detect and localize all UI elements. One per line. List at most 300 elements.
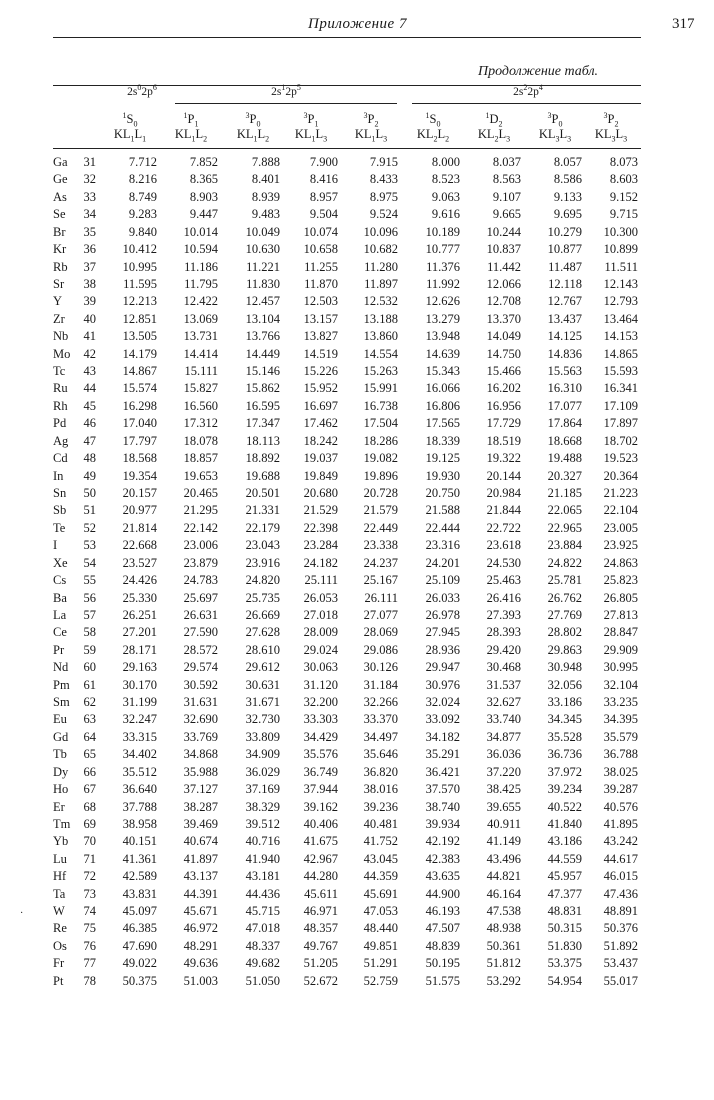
energy-value: 18.668 bbox=[547, 433, 582, 448]
energy-value: 8.433 bbox=[369, 172, 398, 187]
energy-value: 10.049 bbox=[245, 224, 280, 239]
energy-value: 9.063 bbox=[431, 189, 460, 204]
energy-value: 20.465 bbox=[183, 485, 218, 500]
energy-value: 26.669 bbox=[245, 607, 280, 622]
energy-value: 19.322 bbox=[486, 451, 521, 466]
energy-value: 51.892 bbox=[603, 938, 638, 953]
energy-value: 18.519 bbox=[486, 433, 521, 448]
element-symbol: Sn bbox=[53, 485, 67, 500]
energy-value: 49.851 bbox=[363, 938, 398, 953]
energy-value: 36.749 bbox=[303, 764, 338, 779]
energy-value: 10.412 bbox=[122, 242, 157, 257]
energy-value: 18.339 bbox=[425, 433, 460, 448]
energy-value: 39.162 bbox=[303, 799, 338, 814]
energy-value: 43.635 bbox=[425, 869, 460, 884]
energy-value: 29.086 bbox=[363, 642, 398, 657]
element-symbol: Rh bbox=[53, 398, 68, 413]
energy-value: 11.830 bbox=[246, 276, 280, 291]
energy-value: 8.957 bbox=[309, 189, 338, 204]
energy-value: 47.018 bbox=[245, 921, 280, 936]
energy-value: 15.563 bbox=[547, 364, 582, 379]
energy-value: 36.421 bbox=[425, 764, 460, 779]
energy-value: 33.186 bbox=[547, 695, 582, 710]
energy-value: 12.851 bbox=[122, 311, 157, 326]
energy-value: 21.579 bbox=[363, 503, 398, 518]
energy-value: 19.354 bbox=[122, 468, 157, 483]
energy-value: 13.827 bbox=[303, 329, 338, 344]
table-row bbox=[0, 973, 714, 990]
table-row bbox=[0, 607, 714, 624]
table-row bbox=[0, 346, 714, 363]
atomic-number: 61 bbox=[83, 677, 96, 692]
table-row bbox=[0, 816, 714, 833]
energy-value: 39.655 bbox=[486, 799, 521, 814]
energy-value: 51.291 bbox=[363, 956, 398, 971]
element-symbol: Ce bbox=[53, 625, 67, 640]
energy-value: 33.315 bbox=[122, 729, 157, 744]
element-symbol: Zr bbox=[53, 311, 65, 326]
config-2s0-2p6: $2s^02p^6$ bbox=[127, 83, 157, 98]
energy-value: 13.104 bbox=[245, 311, 280, 326]
energy-value: 16.298 bbox=[122, 398, 157, 413]
energy-value: 31.671 bbox=[245, 695, 280, 710]
energy-value: 12.422 bbox=[183, 294, 218, 309]
energy-value: 13.437 bbox=[547, 311, 582, 326]
energy-value: 34.868 bbox=[183, 747, 218, 762]
table-row bbox=[0, 537, 714, 554]
energy-value: 38.740 bbox=[425, 799, 460, 814]
energy-value: 11.186 bbox=[184, 259, 218, 274]
energy-value: 23.284 bbox=[303, 538, 338, 553]
table-row bbox=[0, 485, 714, 502]
energy-value: 40.716 bbox=[245, 834, 280, 849]
atomic-number: 65 bbox=[83, 747, 96, 762]
atomic-number: 64 bbox=[83, 729, 96, 744]
energy-value: 35.512 bbox=[122, 764, 157, 779]
energy-value: 11.487 bbox=[548, 259, 582, 274]
element-symbol: Sb bbox=[53, 503, 67, 518]
energy-value: 26.978 bbox=[425, 607, 460, 622]
energy-value: 50.376 bbox=[603, 921, 638, 936]
energy-value: 11.255 bbox=[304, 259, 338, 274]
energy-value: 52.759 bbox=[363, 973, 398, 988]
element-symbol: Te bbox=[53, 520, 66, 535]
energy-value: 19.082 bbox=[363, 451, 398, 466]
energy-value: 30.468 bbox=[486, 660, 521, 675]
energy-value: 20.501 bbox=[245, 485, 280, 500]
energy-value: 33.303 bbox=[303, 712, 338, 727]
energy-value: 15.226 bbox=[303, 364, 338, 379]
energy-value: 35.528 bbox=[547, 729, 582, 744]
energy-value: 19.653 bbox=[183, 468, 218, 483]
energy-value: 37.220 bbox=[486, 764, 521, 779]
energy-value: 15.862 bbox=[245, 381, 280, 396]
atomic-number: 31 bbox=[83, 155, 96, 169]
energy-value: 8.586 bbox=[553, 172, 582, 187]
energy-value: 18.242 bbox=[303, 433, 338, 448]
energy-value: 13.370 bbox=[486, 311, 521, 326]
energy-value: 7.888 bbox=[251, 155, 280, 169]
table-row bbox=[0, 206, 714, 223]
energy-value: 10.594 bbox=[183, 242, 218, 257]
energy-value: 37.972 bbox=[547, 764, 582, 779]
energy-value: 34.345 bbox=[547, 712, 582, 727]
energy-value: 28.802 bbox=[547, 625, 582, 640]
energy-value: 24.426 bbox=[122, 573, 157, 588]
energy-value: 19.896 bbox=[363, 468, 398, 483]
energy-value: 23.925 bbox=[603, 538, 638, 553]
energy-value: 28.847 bbox=[603, 625, 638, 640]
energy-value: 44.617 bbox=[603, 851, 638, 866]
energy-value: 25.330 bbox=[122, 590, 157, 605]
energy-value: 37.944 bbox=[303, 782, 338, 797]
energy-value: 37.788 bbox=[122, 799, 157, 814]
energy-value: 11.595 bbox=[123, 276, 157, 291]
energy-value: 14.153 bbox=[603, 329, 638, 344]
energy-value: 18.078 bbox=[183, 433, 218, 448]
energy-value: 11.897 bbox=[364, 276, 398, 291]
energy-value: 9.152 bbox=[609, 189, 638, 204]
element-symbol: Re bbox=[53, 921, 67, 936]
energy-value: 11.442 bbox=[487, 259, 521, 274]
energy-value: 42.967 bbox=[303, 851, 338, 866]
energy-value: 11.992 bbox=[426, 276, 460, 291]
energy-value: 9.504 bbox=[309, 207, 338, 222]
energy-value: 48.839 bbox=[425, 938, 460, 953]
table-row bbox=[0, 642, 714, 659]
energy-value: 28.610 bbox=[245, 642, 280, 657]
energy-value: 9.283 bbox=[128, 207, 157, 222]
energy-value: 40.911 bbox=[487, 816, 521, 831]
atomic-number: 37 bbox=[83, 259, 96, 274]
energy-value: 31.631 bbox=[183, 695, 218, 710]
atomic-number: 67 bbox=[83, 782, 96, 797]
atomic-number: 35 bbox=[83, 224, 96, 239]
energy-value: 33.370 bbox=[363, 712, 398, 727]
energy-value: 42.589 bbox=[122, 869, 157, 884]
column-term-3: $^3P_0$ $KL_1L_2$ bbox=[236, 111, 270, 144]
energy-value: 9.133 bbox=[553, 189, 582, 204]
energy-value: 44.436 bbox=[245, 886, 280, 901]
energy-value: 42.192 bbox=[425, 834, 460, 849]
energy-value: 23.005 bbox=[603, 520, 638, 535]
energy-value: 39.934 bbox=[425, 816, 460, 831]
energy-value: 22.965 bbox=[547, 520, 582, 535]
energy-value: 26.251 bbox=[122, 607, 157, 622]
energy-value: 22.449 bbox=[363, 520, 398, 535]
atomic-number: 58 bbox=[83, 625, 96, 640]
energy-value: 44.900 bbox=[425, 886, 460, 901]
energy-value: 39.469 bbox=[183, 816, 218, 831]
energy-value: 24.863 bbox=[603, 555, 638, 570]
energy-value: 8.975 bbox=[369, 189, 398, 204]
energy-value: 8.000 bbox=[431, 155, 460, 169]
energy-value: 11.376 bbox=[426, 259, 460, 274]
element-symbol: Ag bbox=[53, 433, 69, 448]
energy-value: 12.626 bbox=[425, 294, 460, 309]
energy-value: 12.457 bbox=[245, 294, 280, 309]
energy-value: 49.022 bbox=[122, 956, 157, 971]
energy-value: 27.077 bbox=[363, 607, 398, 622]
energy-value: 14.179 bbox=[122, 346, 157, 361]
energy-value: 44.280 bbox=[303, 869, 338, 884]
energy-value: 29.163 bbox=[122, 660, 157, 675]
energy-value: 30.948 bbox=[547, 660, 582, 675]
energy-value: 41.361 bbox=[122, 851, 157, 866]
table-row bbox=[0, 468, 714, 485]
element-symbol: Ho bbox=[53, 782, 69, 797]
table-row bbox=[0, 799, 714, 816]
energy-value: 35.988 bbox=[183, 764, 218, 779]
energy-value: 10.682 bbox=[363, 242, 398, 257]
energy-value: 10.074 bbox=[303, 224, 338, 239]
element-symbol: Ge bbox=[53, 172, 68, 187]
energy-value: 35.646 bbox=[363, 747, 398, 762]
atomic-number: 57 bbox=[83, 607, 96, 622]
energy-value: 23.043 bbox=[245, 538, 280, 553]
energy-value: 43.831 bbox=[122, 886, 157, 901]
energy-value: 19.037 bbox=[303, 451, 338, 466]
energy-value: 48.357 bbox=[303, 921, 338, 936]
energy-value: 24.530 bbox=[486, 555, 521, 570]
energy-value: 12.066 bbox=[486, 276, 521, 291]
energy-value: 14.836 bbox=[547, 346, 582, 361]
table-row bbox=[0, 555, 714, 572]
element-symbol: Nd bbox=[53, 660, 69, 675]
energy-value: 9.524 bbox=[369, 207, 398, 222]
energy-value: 14.865 bbox=[603, 346, 638, 361]
energy-value: 51.205 bbox=[303, 956, 338, 971]
energy-value: 8.603 bbox=[609, 172, 638, 187]
energy-value: 45.097 bbox=[122, 904, 157, 919]
energy-value: 44.391 bbox=[183, 886, 218, 901]
energy-value: 22.722 bbox=[486, 520, 521, 535]
energy-value: 21.331 bbox=[245, 503, 280, 518]
atomic-number: 34 bbox=[83, 207, 96, 222]
table-row bbox=[0, 154, 714, 171]
element-symbol: Sr bbox=[53, 276, 65, 291]
energy-value: 10.244 bbox=[486, 224, 521, 239]
energy-value: 24.182 bbox=[303, 555, 338, 570]
energy-value: 23.527 bbox=[122, 555, 157, 570]
energy-value: 21.588 bbox=[425, 503, 460, 518]
energy-value: 32.730 bbox=[245, 712, 280, 727]
energy-value: 51.003 bbox=[183, 973, 218, 988]
atomic-number: 63 bbox=[83, 712, 96, 727]
energy-value: 11.280 bbox=[364, 259, 398, 274]
energy-value: 23.884 bbox=[547, 538, 582, 553]
energy-value: 11.870 bbox=[304, 276, 338, 291]
energy-value: 22.668 bbox=[122, 538, 157, 553]
atomic-number: 72 bbox=[83, 869, 96, 884]
energy-value: 48.440 bbox=[363, 921, 398, 936]
table-row bbox=[0, 520, 714, 537]
energy-value: 14.449 bbox=[245, 346, 280, 361]
energy-value: 37.570 bbox=[425, 782, 460, 797]
table-row bbox=[0, 903, 714, 920]
atomic-number: 76 bbox=[83, 938, 96, 953]
energy-value: 13.860 bbox=[363, 329, 398, 344]
energy-value: 41.897 bbox=[183, 851, 218, 866]
energy-value: 32.266 bbox=[363, 695, 398, 710]
energy-value: 16.202 bbox=[486, 381, 521, 396]
element-symbol: Nb bbox=[53, 329, 69, 344]
energy-value: 31.537 bbox=[486, 677, 521, 692]
energy-value: 24.820 bbox=[245, 573, 280, 588]
energy-value: 20.728 bbox=[363, 485, 398, 500]
element-symbol: Rb bbox=[53, 259, 68, 274]
column-term-9: $^3P_2$ $KL_3L_3$ bbox=[594, 111, 628, 144]
element-symbol: Ba bbox=[53, 590, 67, 605]
energy-value: 44.359 bbox=[363, 869, 398, 884]
table-row bbox=[0, 328, 714, 345]
energy-value: 43.045 bbox=[363, 851, 398, 866]
energy-value: 13.279 bbox=[425, 311, 460, 326]
energy-value: 12.532 bbox=[363, 294, 398, 309]
table-row bbox=[0, 868, 714, 885]
energy-value: 12.708 bbox=[486, 294, 521, 309]
energy-value: 27.201 bbox=[122, 625, 157, 640]
energy-value: 48.337 bbox=[245, 938, 280, 953]
energy-value: 34.877 bbox=[486, 729, 521, 744]
table-row bbox=[0, 311, 714, 328]
atomic-number: 53 bbox=[83, 538, 96, 553]
energy-value: 27.393 bbox=[486, 607, 521, 622]
atomic-number: 40 bbox=[83, 311, 96, 326]
energy-value: 17.040 bbox=[122, 416, 157, 431]
energy-value: 36.036 bbox=[486, 747, 521, 762]
energy-value: 51.812 bbox=[486, 956, 521, 971]
energy-value: 10.300 bbox=[603, 224, 638, 239]
element-symbol: Eu bbox=[53, 712, 67, 727]
energy-value: 9.107 bbox=[492, 189, 521, 204]
energy-value: 22.142 bbox=[183, 520, 218, 535]
energy-value: 18.892 bbox=[245, 451, 280, 466]
energy-value: 17.462 bbox=[303, 416, 338, 431]
energy-value: 41.752 bbox=[363, 834, 398, 849]
element-symbol: Er bbox=[53, 799, 65, 814]
energy-value: 33.740 bbox=[486, 712, 521, 727]
table-row bbox=[0, 711, 714, 728]
energy-value: 8.073 bbox=[609, 155, 638, 169]
energy-value: 27.628 bbox=[245, 625, 280, 640]
atomic-number: 56 bbox=[83, 590, 96, 605]
energy-value: 32.247 bbox=[122, 712, 157, 727]
energy-value: 53.437 bbox=[603, 956, 638, 971]
atomic-number: 66 bbox=[83, 764, 96, 779]
energy-value: 20.984 bbox=[486, 485, 521, 500]
energy-value: 26.111 bbox=[364, 590, 398, 605]
energy-value: 26.033 bbox=[425, 590, 460, 605]
energy-value: 25.735 bbox=[245, 590, 280, 605]
energy-value: 10.877 bbox=[547, 242, 582, 257]
energy-value: 14.867 bbox=[122, 364, 157, 379]
table-row bbox=[0, 764, 714, 781]
atomic-number: 71 bbox=[83, 851, 96, 866]
energy-value: 8.365 bbox=[189, 172, 218, 187]
energy-value: 20.680 bbox=[303, 485, 338, 500]
energy-value: 25.167 bbox=[363, 573, 398, 588]
energy-value: 19.488 bbox=[547, 451, 582, 466]
atomic-number: 69 bbox=[83, 816, 96, 831]
energy-value: 25.111 bbox=[304, 573, 338, 588]
element-symbol: Tm bbox=[53, 816, 71, 831]
energy-value: 32.627 bbox=[486, 695, 521, 710]
energy-value: 12.793 bbox=[603, 294, 638, 309]
energy-value: 16.595 bbox=[245, 398, 280, 413]
config-2s2-2p4: $2s^22p^4$ bbox=[513, 83, 543, 98]
energy-value: 29.863 bbox=[547, 642, 582, 657]
energy-value: 15.263 bbox=[363, 364, 398, 379]
energy-value: 8.939 bbox=[251, 189, 280, 204]
atomic-number: 78 bbox=[83, 973, 96, 988]
energy-value: 8.749 bbox=[128, 189, 157, 204]
table-row bbox=[0, 851, 714, 868]
table-row bbox=[0, 415, 714, 432]
energy-value: 54.954 bbox=[547, 973, 582, 988]
table-row bbox=[0, 694, 714, 711]
energy-value: 40.576 bbox=[603, 799, 638, 814]
table-row bbox=[0, 259, 714, 276]
table-row bbox=[0, 189, 714, 206]
energy-value: 18.568 bbox=[122, 451, 157, 466]
energy-value: 11.795 bbox=[184, 276, 218, 291]
table-row bbox=[0, 833, 714, 850]
energy-value: 10.995 bbox=[122, 259, 157, 274]
energy-value: 34.402 bbox=[122, 747, 157, 762]
energy-value: 43.137 bbox=[183, 869, 218, 884]
energy-value: 16.066 bbox=[425, 381, 460, 396]
element-symbol: Mo bbox=[53, 346, 71, 361]
energy-value: 36.640 bbox=[122, 782, 157, 797]
energy-value: 40.674 bbox=[183, 834, 218, 849]
energy-value: 32.104 bbox=[603, 677, 638, 692]
table-row bbox=[0, 224, 714, 241]
atomic-number: 44 bbox=[83, 381, 96, 396]
energy-value: 31.199 bbox=[122, 695, 157, 710]
energy-value: 38.025 bbox=[603, 764, 638, 779]
energy-value: 17.565 bbox=[425, 416, 460, 431]
page-number: 317 bbox=[672, 16, 695, 32]
energy-value: 10.014 bbox=[183, 224, 218, 239]
table-row bbox=[0, 938, 714, 955]
energy-value: 32.024 bbox=[425, 695, 460, 710]
atomic-number: 60 bbox=[83, 660, 96, 675]
element-symbol: Dy bbox=[53, 764, 69, 779]
energy-value: 47.690 bbox=[122, 938, 157, 953]
atomic-number: 45 bbox=[83, 398, 96, 413]
atomic-number: 77 bbox=[83, 956, 96, 971]
energy-value: 46.971 bbox=[303, 904, 338, 919]
table-row bbox=[0, 572, 714, 589]
energy-value: 33.769 bbox=[183, 729, 218, 744]
table-row bbox=[0, 241, 714, 258]
energy-value: 10.777 bbox=[425, 242, 460, 257]
energy-value: 30.976 bbox=[425, 677, 460, 692]
energy-value: 7.900 bbox=[309, 155, 338, 169]
energy-value: 17.797 bbox=[122, 433, 157, 448]
energy-value: 16.560 bbox=[183, 398, 218, 413]
table-row bbox=[0, 729, 714, 746]
energy-value: 34.497 bbox=[363, 729, 398, 744]
energy-value: 25.697 bbox=[183, 590, 218, 605]
energy-value: 28.009 bbox=[303, 625, 338, 640]
energy-value: 26.053 bbox=[303, 590, 338, 605]
energy-value: 13.505 bbox=[122, 329, 157, 344]
atomic-number: 43 bbox=[83, 364, 96, 379]
energy-value: 35.579 bbox=[603, 729, 638, 744]
energy-value: 8.216 bbox=[128, 172, 157, 187]
